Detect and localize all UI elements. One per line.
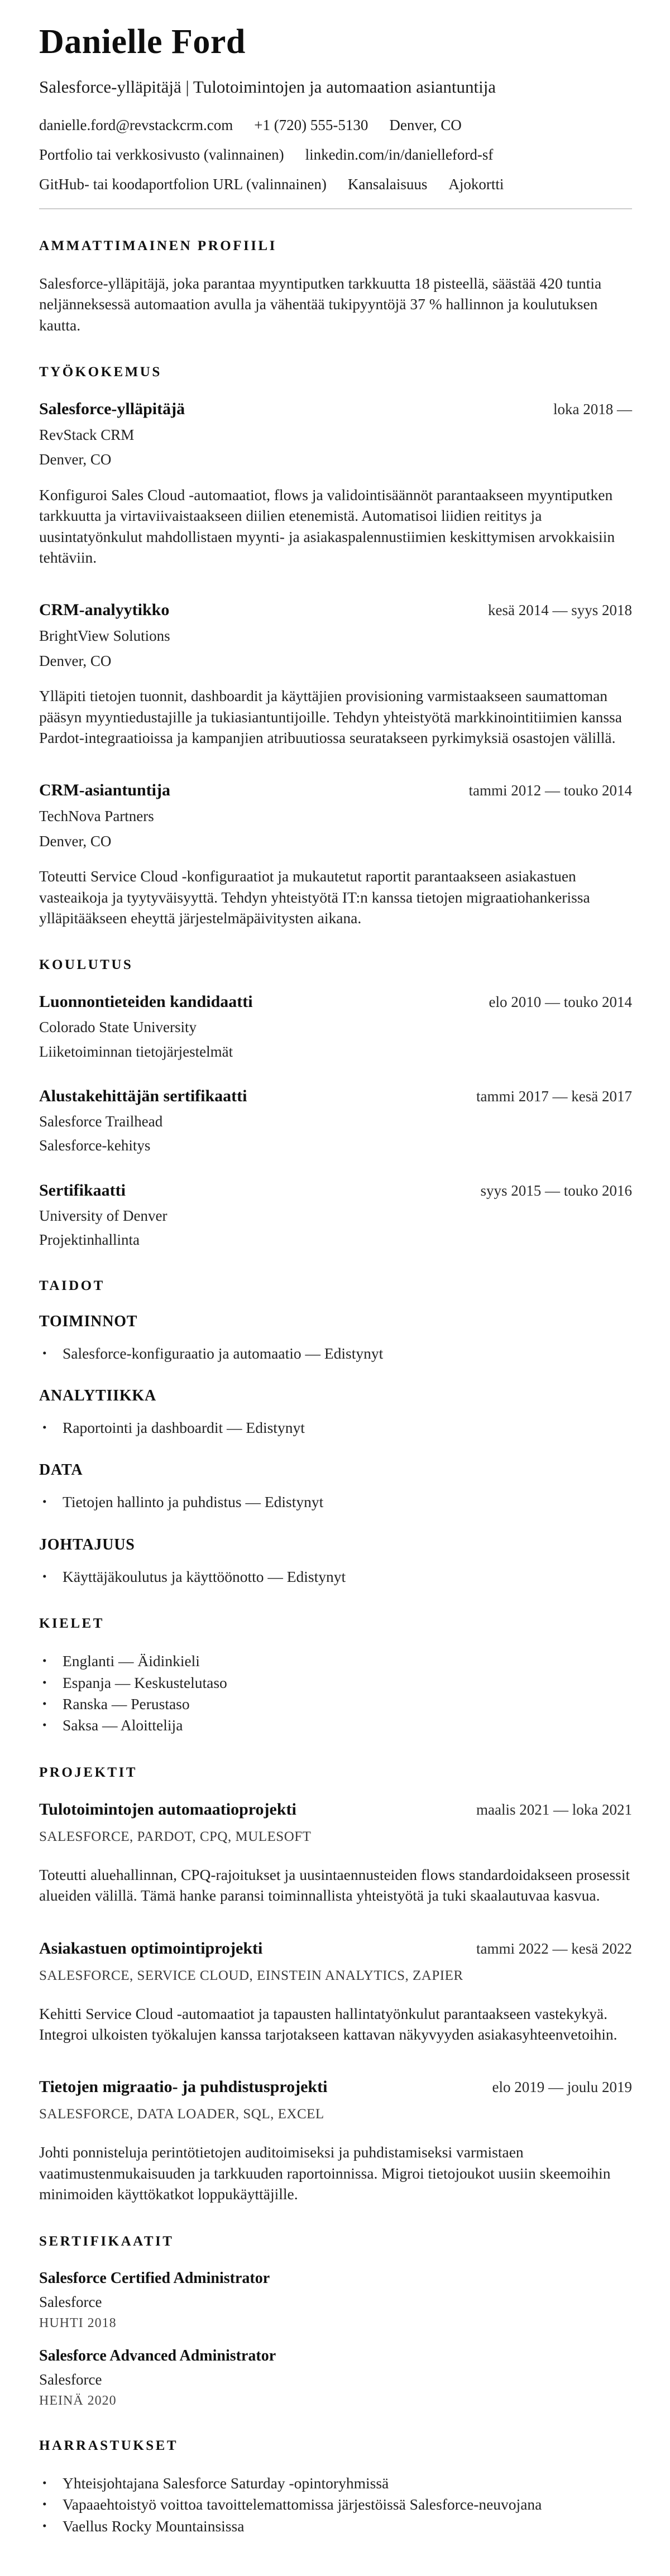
project-tech-stack: SALESFORCE, PARDOT, CPQ, MULESOFT bbox=[39, 1829, 312, 1844]
header-divider bbox=[39, 208, 632, 209]
language-item: • Saksa — Aloittelija bbox=[39, 1715, 632, 1735]
project-dates: maalis 2021 — loka 2021 bbox=[476, 1801, 632, 1818]
section-education bbox=[39, 957, 632, 1249]
resume-header bbox=[39, 23, 632, 209]
certification-name: Salesforce Certified Administrator bbox=[39, 2269, 270, 2287]
certification-issuer: Salesforce bbox=[39, 2371, 102, 2388]
hobby-item: • Yhteisjohtajana Salesforce Saturday -opintoryhmissä bbox=[39, 2473, 632, 2493]
section-hobbies bbox=[39, 2438, 632, 2536]
education-entry bbox=[39, 1086, 632, 1155]
job-dates: kesä 2014 — syys 2018 bbox=[488, 602, 632, 619]
certification-name: Salesforce Advanced Administrator bbox=[39, 2347, 276, 2364]
language-item: • Ranska — Perustaso bbox=[39, 1694, 632, 1714]
hobby-item: • Vapaaehtoistyö voittoa tavoittelemattomissa järjestöissä Salesforce-neuvojana bbox=[39, 2494, 632, 2515]
section-work bbox=[39, 364, 632, 928]
project-tech-stack: SALESFORCE, DATA LOADER, SQL, EXCEL bbox=[39, 2107, 324, 2122]
skill-category-name: JOHTAJUUS bbox=[39, 1536, 135, 1553]
portfolio-placeholder-text: Portfolio tai verkkosivusto (valinnainen) bbox=[39, 146, 284, 164]
skills-heading: TAIDOT bbox=[39, 1278, 105, 1293]
citizenship-text: Kansalaisuus bbox=[347, 176, 428, 193]
skill-category bbox=[39, 1461, 632, 1512]
project-dates: tammi 2022 — kesä 2022 bbox=[476, 1940, 632, 1957]
project-tech-stack: SALESFORCE, SERVICE CLOUD, EINSTEIN ANALYTICS, ZAPIER bbox=[39, 1968, 463, 1983]
job-description: Toteutti Service Cloud -konfiguraatiot ja mukautetut raportit parantaakseen asiakastuen vasteaikoja ja tyytyväisyyttä. Tehdyn yhteistyötä IT:n kanssa tietojen migraatiohankerissa ylläpitääkseen eheyttä järjestelmäpäivitysten aikana. bbox=[39, 867, 590, 927]
job-company: BrightView Solutions bbox=[39, 627, 170, 645]
certification-entry bbox=[39, 2346, 632, 2409]
phone-text: +1 (720) 555-5130 bbox=[254, 116, 368, 133]
job-title: CRM-analyytikko bbox=[39, 601, 170, 620]
language-item: • Espanja — Keskustelutaso bbox=[39, 1672, 632, 1693]
job-entry bbox=[39, 780, 632, 928]
certification-date: HEINÄ 2020 bbox=[39, 2393, 117, 2409]
profile-summary: Salesforce-ylläpitäjä, joka parantaa myyntiputken tarkkuutta 18 pisteellä, säästää 420 tuntia neljänneksessä automaation avulla ja vähentää tukipyyntöjä 37 % hallinnon ja koulutuksen kautta. bbox=[39, 274, 602, 334]
job-entry bbox=[39, 600, 632, 748]
skill-item: • Raportointi ja dashboardit — Edistynyt bbox=[39, 1417, 632, 1438]
certification-date: HUHTI 2018 bbox=[39, 2315, 117, 2330]
section-certifications bbox=[39, 2234, 632, 2409]
job-dates: loka 2018 — bbox=[553, 401, 632, 418]
certification-entry bbox=[39, 2268, 632, 2332]
person-name: Danielle Ford bbox=[39, 23, 246, 61]
job-description: Ylläpiti tietojen tuonnit, dashboardit ja käyttäjien provisioning varmistaakseen saumattoman pääsyn myyntiedustajille ja tukiasiantuntijoille. Tehdyn yhteistyötä markkinointitiimien kanssa Pardot-integraatioissa ja kampanjien atribuutiossa seuratakseen pyrkimyksiä osastojen välillä. bbox=[39, 687, 622, 746]
projects-heading: PROJEKTIT bbox=[39, 1764, 137, 1780]
school-name: Colorado State University bbox=[39, 1019, 197, 1036]
field-of-study: Salesforce-kehitys bbox=[39, 1137, 151, 1154]
skill-category-name: DATA bbox=[39, 1461, 83, 1479]
work-heading: TYÖKOKEMUS bbox=[39, 364, 162, 380]
section-skills bbox=[39, 1278, 632, 1587]
section-languages bbox=[39, 1616, 632, 1736]
job-title: CRM-asiantuntija bbox=[39, 781, 171, 800]
job-description: Konfiguroi Sales Cloud -automaatiot, flows ja validointisäännöt parantaakseen myyntiputken tarkkuutta ja virtaviivaistaakseen diilien etenemistä. Automatisoi liidien reititys ja uusintatyönkulut mahdollistaen myynti- ja asiakaspalennustiimien keskittymisen arvokkaisiin tehtäviin. bbox=[39, 486, 615, 566]
hobby-item: • Vaellus Rocky Mountainsissa bbox=[39, 2516, 632, 2536]
contact-row-3 bbox=[39, 175, 632, 193]
education-entry bbox=[39, 1181, 632, 1249]
headline: Salesforce-ylläpitäjä | Tulotoimintojen ja automaation asiantuntija bbox=[39, 76, 496, 97]
job-location: Denver, CO bbox=[39, 832, 112, 850]
education-dates: tammi 2017 — kesä 2017 bbox=[476, 1088, 632, 1105]
education-heading: KOULUTUS bbox=[39, 957, 133, 973]
contact-row-1 bbox=[39, 116, 632, 134]
project-description: Toteutti aluehallinnan, CPQ-rajoitukset ja uusintaennusteiden flows standardoidakseen prosessit alueiden välillä. Tämä hanke paransi toiminnallista yhteistyötä ja tuki skaalautuvaa kasvua. bbox=[39, 1865, 630, 1905]
field-of-study: Liiketoiminnan tietojärjestelmät bbox=[39, 1043, 233, 1060]
section-projects bbox=[39, 1765, 632, 2205]
project-entry bbox=[39, 2077, 632, 2204]
email-text: danielle.ford@revstackcrm.com bbox=[39, 116, 233, 133]
skill-item: • Käyttäjäkoulutus ja käyttöönotto — Edistynyt bbox=[39, 1566, 632, 1587]
skill-item: • Tietojen hallinto ja puhdistus — Edistynyt bbox=[39, 1491, 632, 1512]
languages-heading: KIELET bbox=[39, 1616, 104, 1632]
skill-category-name: ANALYTIIKKA bbox=[39, 1387, 157, 1405]
school-name: Salesforce Trailhead bbox=[39, 1113, 163, 1130]
skill-category-name: TOIMINNOT bbox=[39, 1312, 138, 1330]
education-entry bbox=[39, 992, 632, 1061]
skill-category bbox=[39, 1387, 632, 1438]
skill-item: • Salesforce-konfiguraatio ja automaatio — Edistynyt bbox=[39, 1343, 632, 1364]
linkedin-text: linkedin.com/in/danielleford-sf bbox=[305, 146, 494, 164]
github-placeholder-text: GitHub- tai koodaportfolion URL (valinnainen) bbox=[39, 176, 327, 193]
project-description: Kehitti Service Cloud -automaatiot ja tapausten hallintatyönkulut parantaakseen vastekykyä. Integroi ulkoisten työkalujen kanssa tarjotakseen kattavan näkyvyyden asiakasyhteenvetoihin. bbox=[39, 2004, 618, 2043]
skill-category bbox=[39, 1536, 632, 1587]
project-description: Johti ponnisteluja perintötietojen auditoimiseksi ja puhdistamiseksi varmistaen vaatimustenmukaisuuden ja tarkkuuden raportoinnissa. Migroi tietojoukot uusiin skeemoihin minimoiden käyttökatkot loppukäyttäjille. bbox=[39, 2143, 611, 2203]
project-title: Tulotoimintojen automaatioprojekti bbox=[39, 1800, 296, 1819]
certification-issuer: Salesforce bbox=[39, 2293, 102, 2310]
job-title: Salesforce-ylläpitäjä bbox=[39, 400, 185, 419]
project-title: Tietojen migraatio- ja puhdistusprojekti bbox=[39, 2078, 328, 2097]
education-dates: syys 2015 — touko 2016 bbox=[480, 1182, 632, 1199]
education-dates: elo 2010 — touko 2014 bbox=[489, 994, 632, 1011]
driving-license-text: Ajokortti bbox=[448, 176, 504, 193]
degree-title: Luonnontieteiden kandidaatti bbox=[39, 992, 253, 1011]
job-dates: tammi 2012 — touko 2014 bbox=[468, 782, 632, 799]
certifications-heading: SERTIFIKAATIT bbox=[39, 2233, 174, 2249]
hobbies-heading: HARRASTUKSET bbox=[39, 2438, 178, 2453]
job-location: Denver, CO bbox=[39, 652, 112, 669]
field-of-study: Projektinhallinta bbox=[39, 1231, 140, 1249]
language-item: • Englanti — Äidinkieli bbox=[39, 1651, 632, 1671]
job-location: Denver, CO bbox=[39, 451, 112, 468]
contact-row-2 bbox=[39, 146, 632, 164]
project-entry bbox=[39, 1800, 632, 1906]
job-entry bbox=[39, 399, 632, 568]
skill-category bbox=[39, 1313, 632, 1364]
profile-heading: AMMATTIMAINEN PROFIILI bbox=[39, 238, 277, 253]
project-title: Asiakastuen optimointiprojekti bbox=[39, 1939, 263, 1958]
school-name: University of Denver bbox=[39, 1207, 168, 1224]
project-entry bbox=[39, 1939, 632, 2045]
job-company: TechNova Partners bbox=[39, 808, 154, 825]
section-profile bbox=[39, 238, 632, 335]
project-dates: elo 2019 — joulu 2019 bbox=[492, 2079, 632, 2096]
job-company: RevStack CRM bbox=[39, 426, 135, 444]
degree-title: Alustakehittäjän sertifikaatti bbox=[39, 1087, 247, 1106]
location-text: Denver, CO bbox=[389, 116, 462, 133]
degree-title: Sertifikaatti bbox=[39, 1181, 126, 1200]
